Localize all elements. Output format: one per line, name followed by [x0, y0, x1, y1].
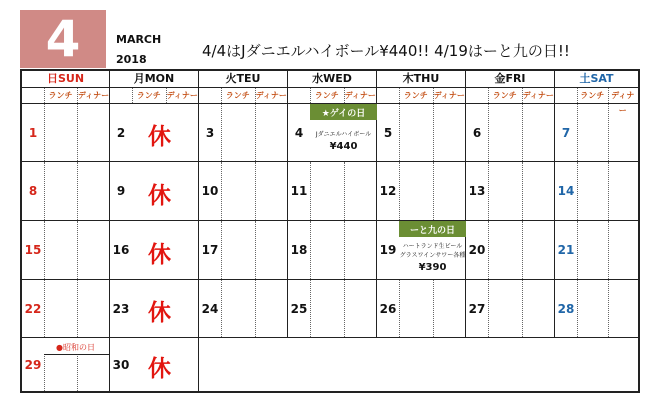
- day-number: 19: [379, 243, 397, 257]
- day-number: 28: [557, 301, 575, 316]
- lunch-subheader: ランチ: [310, 88, 345, 103]
- month-number: 4: [20, 10, 106, 68]
- day-number: 22: [24, 301, 42, 316]
- month-name: MARCH: [116, 33, 162, 46]
- day-label: 木THU: [377, 71, 465, 88]
- day-number: 2: [116, 125, 126, 140]
- day-column-header: [466, 71, 555, 103]
- year-label: 2018: [116, 53, 147, 66]
- day-cell[interactable]: [288, 221, 377, 279]
- lunch-subheader: ランチ: [399, 88, 434, 103]
- event-price: ¥440: [329, 141, 358, 152]
- calendar-grid: [20, 69, 640, 393]
- day-column-header: [288, 71, 377, 103]
- day-cell[interactable]: [22, 104, 110, 161]
- week-row: [22, 337, 638, 391]
- dinner-subheader: ディナー: [522, 91, 554, 100]
- day-cell[interactable]: [555, 104, 638, 161]
- day-cell[interactable]: [199, 221, 288, 279]
- dinner-subheader: ディナー: [255, 91, 287, 100]
- day-cell[interactable]: [377, 221, 466, 279]
- week-row: [22, 161, 638, 220]
- day-number: 20: [468, 243, 486, 257]
- day-cell[interactable]: [110, 338, 199, 391]
- event-note-line1: ハートランド生ビール: [402, 243, 463, 250]
- dinner-subheader: ディナー: [166, 91, 198, 100]
- lunch-subheader: ランチ: [44, 88, 78, 103]
- day-number: 7: [561, 125, 571, 140]
- day-number: 16: [112, 243, 130, 257]
- day-cell[interactable]: [555, 280, 638, 337]
- dinner-subheader: ディナー: [611, 91, 635, 115]
- week-row: [22, 279, 638, 337]
- day-number: 13: [468, 184, 486, 198]
- day-number: 4: [294, 125, 304, 140]
- day-cell[interactable]: [466, 280, 555, 337]
- closed-mark: 休: [148, 182, 171, 209]
- day-number: 10: [201, 184, 219, 198]
- holiday-label: ●昭和の日: [56, 343, 95, 352]
- dinner-subheader: ディナー: [344, 91, 376, 100]
- day-number: 18: [290, 243, 308, 257]
- day-cell[interactable]: [199, 162, 288, 220]
- day-cell[interactable]: [555, 221, 638, 279]
- day-number: 30: [112, 357, 130, 372]
- event-note-line2: グラスワインサワー各種: [399, 252, 466, 259]
- day-cell[interactable]: [22, 221, 110, 279]
- event-badge-ichi-ku: ーと九の日: [399, 221, 466, 237]
- headline: 4/4はJダニエルハイボール¥440!! 4/19はーと九の日!!: [202, 42, 570, 60]
- day-cell[interactable]: [377, 162, 466, 220]
- day-number: 9: [116, 184, 126, 198]
- day-cell[interactable]: [110, 221, 199, 279]
- lunch-subheader: ランチ: [221, 88, 256, 103]
- day-cell[interactable]: [22, 162, 110, 220]
- day-label: 日SUN: [22, 71, 109, 88]
- day-column-header: [555, 71, 638, 115]
- week-row: [22, 103, 638, 161]
- day-cell[interactable]: [466, 162, 555, 220]
- day-cell[interactable]: [377, 280, 466, 337]
- event-note: Jダニエルハイボール: [315, 131, 372, 138]
- day-column-header: [199, 71, 288, 103]
- day-number: 17: [201, 243, 219, 257]
- day-cell[interactable]: [22, 338, 110, 391]
- day-cell[interactable]: [466, 104, 555, 161]
- closed-mark: 休: [148, 124, 171, 150]
- lunch-subheader: ランチ: [488, 88, 523, 103]
- day-number: 12: [379, 184, 397, 198]
- day-number: 26: [379, 301, 397, 316]
- day-number: 6: [472, 125, 482, 140]
- week-row: [22, 220, 638, 279]
- day-label: 火TEU: [199, 71, 287, 88]
- dinner-subheader: ディナー: [77, 91, 110, 100]
- lunch-subheader: ランチ: [577, 88, 609, 103]
- day-number: 23: [112, 301, 130, 316]
- day-column-header: [22, 71, 110, 103]
- closed-mark: 休: [148, 241, 171, 268]
- day-number: 21: [557, 243, 575, 257]
- day-label: 金FRI: [466, 71, 554, 88]
- day-cell[interactable]: [466, 221, 555, 279]
- day-cell[interactable]: [110, 280, 199, 337]
- day-number: 14: [557, 184, 575, 198]
- day-cell[interactable]: [199, 104, 288, 161]
- day-number: 25: [290, 301, 308, 316]
- day-column-header: [110, 71, 199, 103]
- closed-mark: 休: [148, 300, 171, 326]
- day-number: 3: [205, 125, 215, 140]
- day-cell[interactable]: [288, 280, 377, 337]
- day-label: 月MON: [110, 71, 198, 88]
- day-number: 15: [24, 243, 42, 257]
- dinner-subheader: ディナー: [433, 91, 465, 100]
- day-cell[interactable]: [199, 280, 288, 337]
- day-cell[interactable]: [555, 162, 638, 220]
- day-number: 11: [290, 184, 308, 198]
- day-cell[interactable]: [22, 280, 110, 337]
- day-number: 5: [383, 125, 393, 140]
- event-badge-gay-day: ★ゲイの日: [310, 104, 377, 120]
- day-number: 1: [28, 125, 38, 140]
- day-number: 8: [28, 184, 38, 198]
- day-cell[interactable]: [288, 104, 377, 161]
- day-cell[interactable]: [110, 162, 199, 220]
- day-cell[interactable]: [288, 162, 377, 220]
- event-price: ¥390: [418, 262, 447, 273]
- day-cell[interactable]: [377, 104, 466, 161]
- day-number: 24: [201, 301, 219, 316]
- day-number: 27: [468, 301, 486, 316]
- day-label: 水WED: [288, 71, 376, 88]
- day-label: 土SAT: [555, 71, 638, 88]
- day-cell[interactable]: [110, 104, 199, 161]
- lunch-subheader: ランチ: [132, 88, 167, 103]
- closed-mark: 休: [148, 356, 171, 382]
- day-number: 29: [24, 357, 42, 372]
- day-column-header: [377, 71, 466, 103]
